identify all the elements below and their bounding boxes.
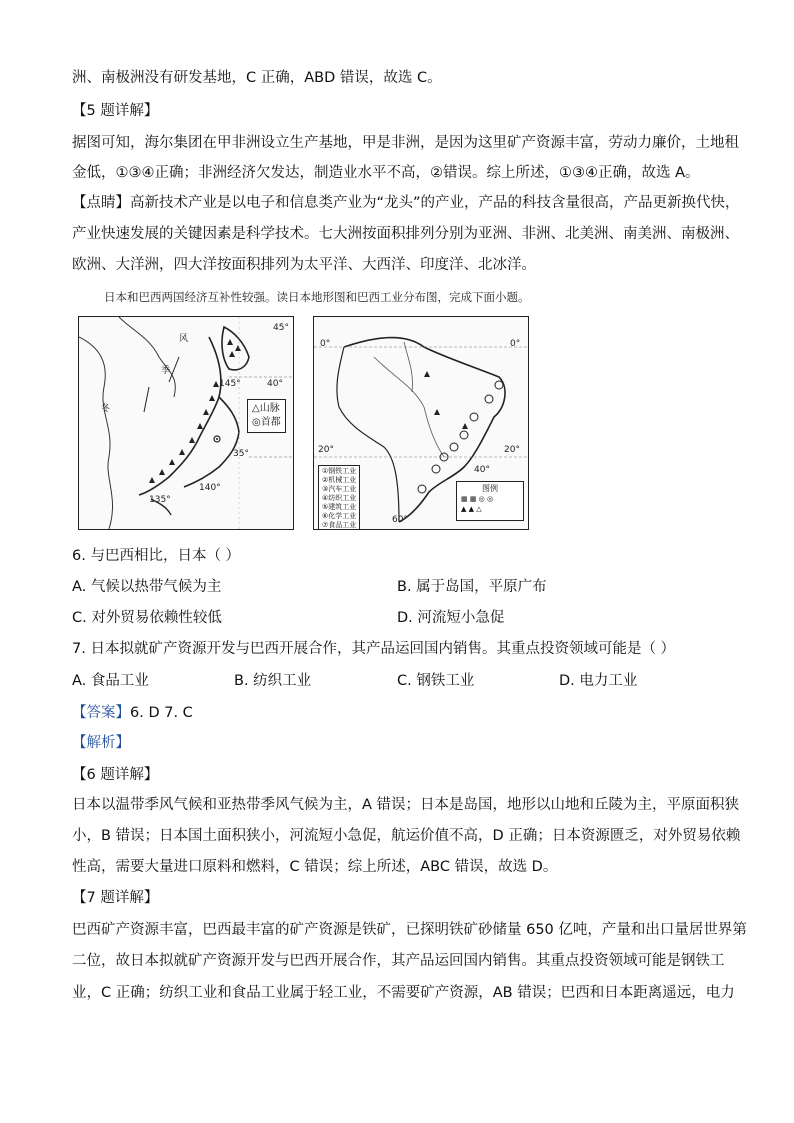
paragraph-line: 洲、南极洲没有研发基地，C 正确，ABD 错误，故选 C。 [72, 70, 442, 86]
legend-industry: ⑤建筑工业 [322, 503, 357, 511]
industry-legend [318, 465, 360, 530]
q6-option-a: A. 气候以热带气候为主 [72, 579, 222, 595]
longitude-label: 145° [219, 379, 241, 389]
wind-label: 冬 [101, 404, 111, 414]
answer-label: 【答案】 [72, 705, 130, 721]
q7-option-d: D. 电力工业 [559, 673, 638, 689]
legend-industry: ⑥化学工业 [322, 512, 357, 520]
legend-industry: ③汽车工业 [322, 485, 357, 493]
section-heading-q7: 【7 题详解】 [72, 890, 159, 906]
legend-industry: ④纺织工业 [322, 494, 357, 502]
paragraph-line: 欧洲、大洋洲，四大洋按面积排列为太平洋、大西洋、印度洋、北冰洋。 [72, 257, 536, 273]
latitude-label: 20° [318, 445, 334, 455]
japan-map-legend [247, 399, 286, 433]
paragraph-line: 二位，故日本拟就矿产资源开发与巴西开展合作，其产品运回国内销售。其重点投资领域可能是钢铁工 [72, 953, 725, 969]
paragraph-line: 业，C 正确；纺织工业和食品工业属于轻工业，不需要矿产资源，AB 错误；巴西和日本距离遥远，电力 [72, 985, 735, 1001]
question-intro: 日本和巴西两国经济互补性较强。读日本地形图和巴西工业分布图，完成下面小题。 [104, 290, 530, 304]
q6-option-d: D. 河流短小急促 [397, 610, 505, 626]
legend-industry: ②机械工业 [322, 476, 357, 484]
latitude-label: 20° [504, 445, 520, 455]
legend-industry: ①钢铁工业 [322, 467, 357, 475]
dianjing-label: 【点睛】 [72, 195, 130, 211]
paragraph-line: 据图可知，海尔集团在甲非洲设立生产基地，甲是非洲，是因为这里矿产资源丰富，劳动力廉价，土地租 [72, 135, 739, 151]
paragraph-line: 产业快速发展的关键因素是科学技术。七大洲按面积排列分别为亚洲、非洲、北美洲、南美洲、南极洲、 [72, 226, 739, 242]
q7-option-c: C. 钢铁工业 [397, 673, 475, 689]
answer-line [72, 703, 193, 723]
paragraph-line: 小，B 错误；日本国土面积狭小，河流短小急促，航运价值不高，D 正确；日本资源匮乏，对外贸易依赖 [72, 828, 741, 844]
section-heading-q5: 【5 题详解】 [72, 103, 159, 119]
q7-option-b: B. 纺织工业 [234, 673, 312, 689]
q6-option-c: C. 对外贸易依赖性较低 [72, 610, 222, 626]
latitude-label: 0° [320, 339, 331, 349]
q7-option-a: A. 食品工业 [72, 673, 149, 689]
longitude-label: 40° [474, 465, 490, 475]
dianjing-text: 高新技术产业是以电子和信息类产业为“龙头”的产业，产品的科技含量很高，产品更新换代快， [130, 195, 740, 211]
longitude-label: 140° [199, 483, 221, 493]
question-7-stem: 7. 日本拟就矿产资源开发与巴西开展合作，其产品运回国内销售。其重点投资领域可能是（ ） [72, 641, 676, 657]
legend-mountain: △山脉 [252, 403, 280, 414]
latitude-label: 0° [510, 339, 521, 349]
wind-label: 风 [179, 334, 189, 344]
wind-label: 季 [161, 366, 171, 376]
legend-industry: ⑦食品工业 [322, 521, 357, 529]
section-heading-q6: 【6 题详解】 [72, 767, 159, 783]
latitude-label: 40° [267, 379, 283, 389]
legend-title: 图例 [482, 484, 498, 493]
paragraph-line: 巴西矿产资源丰富，巴西最丰富的矿产资源是铁矿，已探明铁矿砂储量 650 亿吨，产量和出口量居世界第 [72, 922, 747, 938]
brazil-industry-map [313, 316, 529, 530]
resource-legend: 图例 ▦ ▦ ◎ ◎ ▲ ▲ △ [456, 481, 524, 521]
paragraph-line: 日本以温带季风气候和亚热带季风气候为主，A 错误；日本是岛国，地形以山地和丘陵为主，平原面积狭 [72, 797, 740, 813]
paragraph-line: 金低，①③④正确；非洲经济欠发达，制造业水平不高，②错误。综上所述，①③④正确，故选 A。 [72, 165, 700, 181]
answer-value: 6. D 7. C [130, 705, 193, 721]
question-6-stem: 6. 与巴西相比，日本（ ） [72, 548, 241, 564]
analysis-label: 【解析】 [72, 735, 130, 751]
longitude-label: 135° [149, 495, 171, 505]
dianjing-line [72, 193, 740, 213]
longitude-label: 60° [392, 515, 408, 525]
latitude-label: 35° [233, 449, 249, 459]
paragraph-line: 性高，需要大量进口原料和燃料，C 错误；综上所述，ABC 错误，故选 D。 [72, 859, 558, 875]
legend-capital: ◎首都 [252, 417, 281, 428]
q6-option-b: B. 属于岛国，平原广布 [397, 579, 547, 595]
latitude-label: 45° [273, 323, 289, 333]
japan-topographic-map [78, 316, 294, 530]
